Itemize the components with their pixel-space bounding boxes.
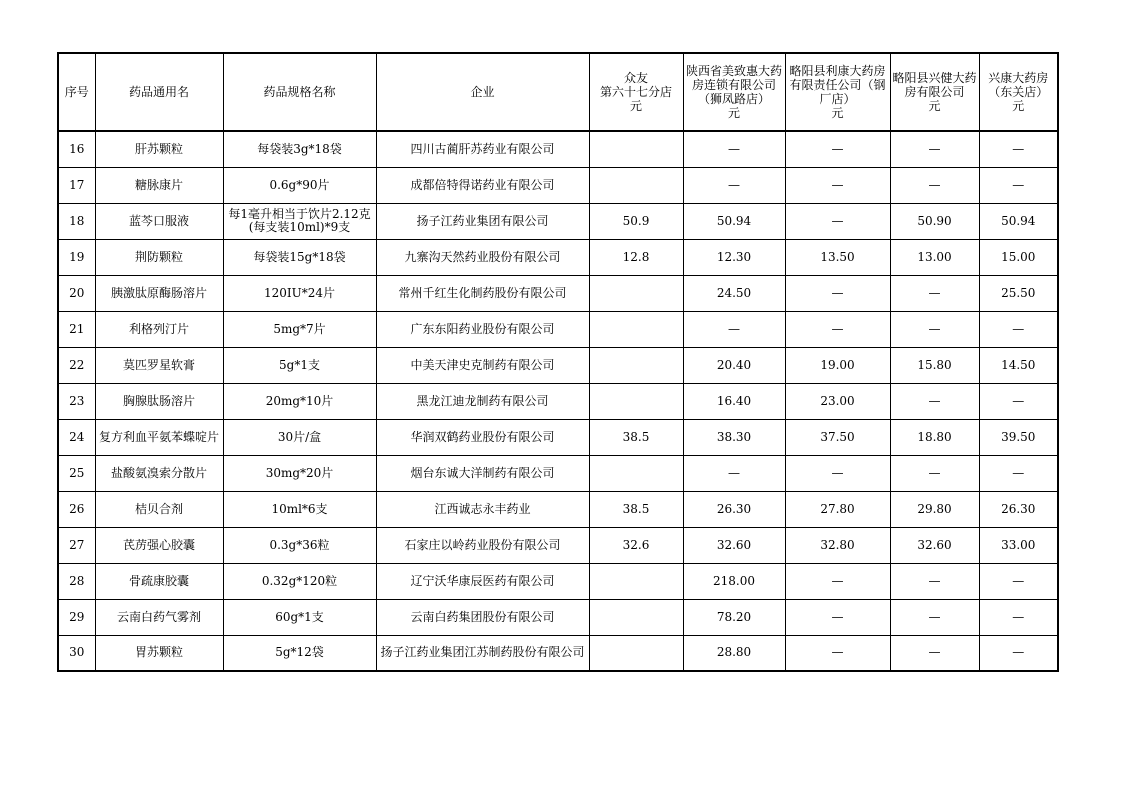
- cell-company: 四川古蔺肝苏药业有限公司: [376, 131, 589, 167]
- cell-store-2: 50.94: [683, 203, 785, 239]
- table-row: [58, 527, 1058, 563]
- cell-store-5: —: [979, 311, 1058, 347]
- cell-store-3: —: [785, 635, 890, 671]
- cell-company: 黑龙江迪龙制药有限公司: [376, 383, 589, 419]
- cell-store-3: —: [785, 203, 890, 239]
- table-row: [58, 131, 1058, 167]
- cell-company: 九寨沟天然药业股份有限公司: [376, 239, 589, 275]
- cell-store-3: 27.80: [785, 491, 890, 527]
- cell-store-5: —: [979, 455, 1058, 491]
- cell-store-5: 26.30: [979, 491, 1058, 527]
- cell-store-4: 15.80: [890, 347, 979, 383]
- cell-store-5: —: [979, 635, 1058, 671]
- cell-store-5: 33.00: [979, 527, 1058, 563]
- cell-store-3: 32.80: [785, 527, 890, 563]
- cell-store-2: —: [683, 455, 785, 491]
- cell-store-2: —: [683, 167, 785, 203]
- table-row: [58, 599, 1058, 635]
- table-row: [58, 383, 1058, 419]
- cell-store-1: 38.5: [589, 491, 683, 527]
- cell-index: 20: [58, 275, 95, 311]
- cell-store-1: [589, 275, 683, 311]
- cell-store-3: —: [785, 455, 890, 491]
- cell-company: 广东东阳药业股份有限公司: [376, 311, 589, 347]
- cell-index: 30: [58, 635, 95, 671]
- cell-store-2: 32.60: [683, 527, 785, 563]
- cell-store-5: 14.50: [979, 347, 1058, 383]
- table-row: [58, 311, 1058, 347]
- cell-store-3: —: [785, 131, 890, 167]
- table-row: [58, 203, 1058, 239]
- cell-store-4: 18.80: [890, 419, 979, 455]
- cell-store-5: 39.50: [979, 419, 1058, 455]
- cell-spec: 0.6g*90片: [223, 167, 376, 203]
- cell-store-3: 23.00: [785, 383, 890, 419]
- table-row: [58, 347, 1058, 383]
- cell-spec: 10ml*6支: [223, 491, 376, 527]
- price-table: [57, 52, 1059, 672]
- cell-generic-name: 莫匹罗星软膏: [95, 347, 223, 383]
- cell-spec: 20mg*10片: [223, 383, 376, 419]
- cell-store-2: 26.30: [683, 491, 785, 527]
- cell-index: 21: [58, 311, 95, 347]
- table-row: [58, 167, 1058, 203]
- header-cell-company: 企业: [376, 53, 589, 131]
- cell-store-3: —: [785, 599, 890, 635]
- table-row: [58, 491, 1058, 527]
- header-cell-generic-name: 药品通用名: [95, 53, 223, 131]
- cell-store-4: 29.80: [890, 491, 979, 527]
- cell-store-4: —: [890, 275, 979, 311]
- cell-store-5: —: [979, 599, 1058, 635]
- cell-company: 石家庄以岭药业股份有限公司: [376, 527, 589, 563]
- cell-store-4: —: [890, 635, 979, 671]
- cell-index: 29: [58, 599, 95, 635]
- cell-store-5: 25.50: [979, 275, 1058, 311]
- cell-spec: 30mg*20片: [223, 455, 376, 491]
- cell-store-1: [589, 563, 683, 599]
- cell-index: 23: [58, 383, 95, 419]
- cell-company: 烟台东诚大洋制药有限公司: [376, 455, 589, 491]
- cell-store-4: —: [890, 311, 979, 347]
- cell-generic-name: 芪苈强心胶囊: [95, 527, 223, 563]
- cell-spec: 5mg*7片: [223, 311, 376, 347]
- cell-store-1: 38.5: [589, 419, 683, 455]
- cell-index: 24: [58, 419, 95, 455]
- cell-store-3: —: [785, 311, 890, 347]
- cell-index: 25: [58, 455, 95, 491]
- cell-store-2: 16.40: [683, 383, 785, 419]
- cell-store-5: 50.94: [979, 203, 1058, 239]
- cell-store-4: —: [890, 599, 979, 635]
- cell-store-2: 28.80: [683, 635, 785, 671]
- cell-spec: 0.32g*120粒: [223, 563, 376, 599]
- cell-spec: 5g*1支: [223, 347, 376, 383]
- cell-store-5: —: [979, 383, 1058, 419]
- cell-store-4: —: [890, 131, 979, 167]
- cell-store-5: —: [979, 563, 1058, 599]
- cell-store-2: 218.00: [683, 563, 785, 599]
- cell-generic-name: 盐酸氨溴索分散片: [95, 455, 223, 491]
- cell-spec: 120IU*24片: [223, 275, 376, 311]
- cell-store-2: —: [683, 131, 785, 167]
- cell-generic-name: 桔贝合剂: [95, 491, 223, 527]
- cell-store-4: 50.90: [890, 203, 979, 239]
- cell-store-5: —: [979, 167, 1058, 203]
- cell-store-2: 24.50: [683, 275, 785, 311]
- cell-store-1: [589, 167, 683, 203]
- cell-generic-name: 复方利血平氨苯蝶啶片: [95, 419, 223, 455]
- cell-company: 扬子江药业集团有限公司: [376, 203, 589, 239]
- cell-store-2: 38.30: [683, 419, 785, 455]
- cell-store-1: [589, 131, 683, 167]
- cell-generic-name: 胰激肽原酶肠溶片: [95, 275, 223, 311]
- cell-company: 辽宁沃华康辰医药有限公司: [376, 563, 589, 599]
- cell-store-4: —: [890, 167, 979, 203]
- cell-store-3: —: [785, 275, 890, 311]
- cell-store-1: 32.6: [589, 527, 683, 563]
- header-cell-store-5: 兴康大药房（东关店） 元: [979, 53, 1058, 131]
- cell-index: 26: [58, 491, 95, 527]
- cell-spec: 5g*12袋: [223, 635, 376, 671]
- cell-generic-name: 骨疏康胶囊: [95, 563, 223, 599]
- cell-index: 17: [58, 167, 95, 203]
- cell-spec: 每1毫升相当于饮片2.12克(每支装10ml)*9支: [223, 203, 376, 239]
- cell-index: 18: [58, 203, 95, 239]
- cell-store-2: —: [683, 311, 785, 347]
- table-row: [58, 635, 1058, 671]
- cell-index: 27: [58, 527, 95, 563]
- table-row: [58, 563, 1058, 599]
- header-cell-store-2: 陕西省美致惠大药房连锁有限公司（狮凤路店） 元: [683, 53, 785, 131]
- cell-store-4: 13.00: [890, 239, 979, 275]
- cell-store-1: [589, 635, 683, 671]
- cell-index: 19: [58, 239, 95, 275]
- cell-company: 云南白药集团股份有限公司: [376, 599, 589, 635]
- cell-generic-name: 蓝芩口服液: [95, 203, 223, 239]
- cell-store-1: 12.8: [589, 239, 683, 275]
- cell-store-4: 32.60: [890, 527, 979, 563]
- cell-spec: 每袋装15g*18袋: [223, 239, 376, 275]
- header-cell-index: 序号: [58, 53, 95, 131]
- cell-generic-name: 糖脉康片: [95, 167, 223, 203]
- cell-store-5: 15.00: [979, 239, 1058, 275]
- cell-index: 28: [58, 563, 95, 599]
- header-cell-store-1: 众友 第六十七分店 元: [589, 53, 683, 131]
- cell-company: 常州千红生化制药股份有限公司: [376, 275, 589, 311]
- table-row: [58, 455, 1058, 491]
- cell-store-3: —: [785, 167, 890, 203]
- cell-spec: 每袋装3g*18袋: [223, 131, 376, 167]
- cell-generic-name: 荆防颗粒: [95, 239, 223, 275]
- cell-store-4: —: [890, 383, 979, 419]
- cell-store-1: [589, 311, 683, 347]
- table-row: [58, 419, 1058, 455]
- cell-store-1: [589, 455, 683, 491]
- cell-company: 成都倍特得诺药业有限公司: [376, 167, 589, 203]
- cell-store-4: —: [890, 455, 979, 491]
- header-cell-store-4: 略阳县兴健大药房有限公司 元: [890, 53, 979, 131]
- cell-generic-name: 云南白药气雾剂: [95, 599, 223, 635]
- cell-store-3: 37.50: [785, 419, 890, 455]
- header-cell-spec: 药品规格名称: [223, 53, 376, 131]
- cell-store-1: [589, 599, 683, 635]
- cell-generic-name: 胃苏颗粒: [95, 635, 223, 671]
- cell-store-1: [589, 383, 683, 419]
- cell-generic-name: 肝苏颗粒: [95, 131, 223, 167]
- cell-store-5: —: [979, 131, 1058, 167]
- header-row: [58, 53, 1058, 131]
- cell-company: 江西诚志永丰药业: [376, 491, 589, 527]
- cell-store-1: 50.9: [589, 203, 683, 239]
- cell-store-3: —: [785, 563, 890, 599]
- cell-generic-name: 胸腺肽肠溶片: [95, 383, 223, 419]
- cell-generic-name: 利格列汀片: [95, 311, 223, 347]
- header-cell-store-3: 略阳县利康大药房有限责任公司（钢厂店） 元: [785, 53, 890, 131]
- cell-index: 22: [58, 347, 95, 383]
- cell-spec: 30片/盒: [223, 419, 376, 455]
- cell-spec: 60g*1支: [223, 599, 376, 635]
- cell-store-3: 19.00: [785, 347, 890, 383]
- table-row: [58, 275, 1058, 311]
- table-row: [58, 239, 1058, 275]
- cell-company: 中美天津史克制药有限公司: [376, 347, 589, 383]
- cell-store-2: 12.30: [683, 239, 785, 275]
- cell-store-2: 78.20: [683, 599, 785, 635]
- cell-spec: 0.3g*36粒: [223, 527, 376, 563]
- cell-index: 16: [58, 131, 95, 167]
- cell-company: 扬子江药业集团江苏制药股份有限公司: [376, 635, 589, 671]
- cell-store-4: —: [890, 563, 979, 599]
- cell-store-3: 13.50: [785, 239, 890, 275]
- cell-company: 华润双鹤药业股份有限公司: [376, 419, 589, 455]
- cell-store-2: 20.40: [683, 347, 785, 383]
- cell-store-1: [589, 347, 683, 383]
